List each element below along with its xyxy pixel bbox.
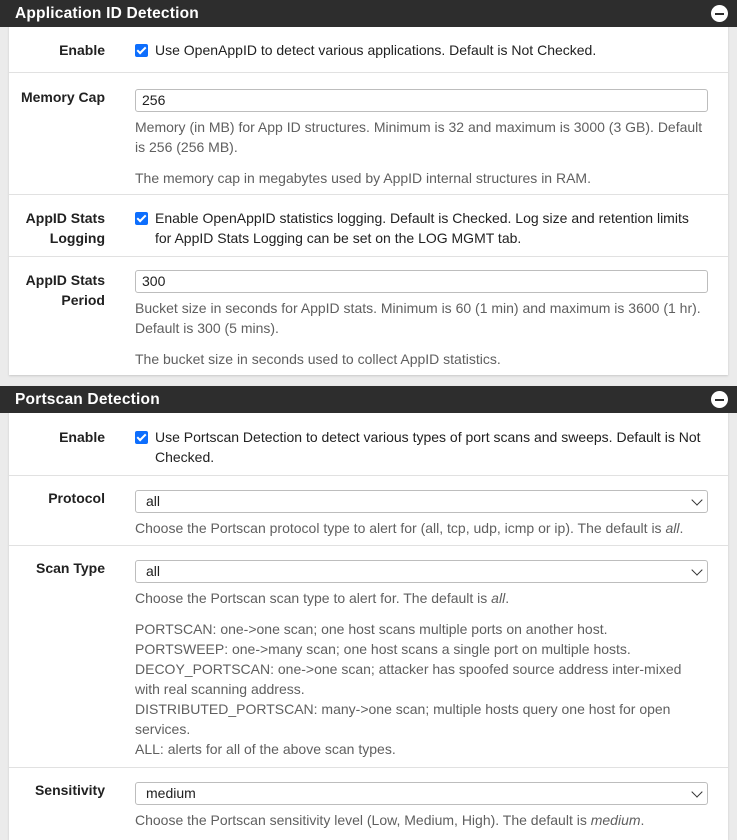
protocol-select[interactable]: all — [135, 490, 708, 513]
stats-logging-checkbox[interactable] — [135, 212, 148, 225]
portscan-panel-heading — [0, 386, 737, 413]
memory-cap-row — [9, 73, 728, 195]
scan-type-desc: ALL: alerts for all of the above scan types. — [135, 741, 396, 757]
appid-enable-row — [9, 27, 728, 73]
protocol-row — [9, 476, 728, 546]
collapse-icon[interactable] — [711, 391, 728, 408]
portscan-panel — [9, 386, 728, 840]
appid-enable-text: Use OpenAppID to detect various applications. Default is Not Checked. — [155, 42, 597, 58]
sensitivity-help: Choose the Portscan sensitivity level (Low, Medium, High). The default is medium. — [135, 812, 645, 828]
portscan-panel-title: Portscan Detection — [15, 390, 160, 408]
scan-type-desc: PORTSCAN: one->one scan; one host scans multiple ports on another host. — [135, 621, 608, 637]
portscan-enable-label: Enable — [59, 429, 105, 445]
stats-logging-label: AppID Stats Logging — [25, 210, 105, 246]
portscan-enable-checkbox[interactable] — [135, 431, 148, 444]
appid-panel-title: Application ID Detection — [15, 4, 199, 22]
stats-period-help: Bucket size in seconds for AppID stats. Minimum is 60 (1 min) and maximum is 3600 (1 hr). Default is 300 (5 mins). The bucket size in seconds used to collect AppID statistics. — [135, 300, 701, 367]
appid-enable-label: Enable — [59, 42, 105, 58]
protocol-label: Protocol — [48, 490, 105, 506]
stats-logging-row — [9, 195, 728, 257]
stats-period-label: AppID Stats Period — [25, 272, 105, 308]
scan-type-label: Scan Type — [36, 560, 105, 576]
stats-logging-text: Enable OpenAppID statistics logging. Default is Checked. Log size and retention limits for AppID Stats Logging can be set on the LOG MGMT tab. — [155, 210, 689, 246]
memory-cap-input[interactable]: 256 — [135, 89, 708, 112]
stats-period-row — [9, 257, 728, 375]
scan-type-row — [9, 546, 728, 768]
sensitivity-select[interactable]: medium — [135, 782, 708, 805]
appid-panel — [9, 0, 728, 375]
stats-period-input[interactable]: 300 — [135, 270, 708, 293]
chevron-down-icon — [691, 786, 702, 797]
memory-cap-label: Memory Cap — [20, 89, 105, 105]
scan-type-desc: DECOY_PORTSCAN: one->one scan; attacker has spoofed source address inter-mixed with real scanning address. — [135, 661, 682, 697]
scan-type-desc: DISTRIBUTED_PORTSCAN: many->one scan; multiple hosts query one host for open services. — [135, 701, 671, 737]
appid-enable-checkbox[interactable] — [135, 44, 148, 57]
scan-type-desc: PORTSWEEP: one->many scan; one host scans a single port on multiple hosts. — [135, 641, 631, 657]
collapse-icon[interactable] — [711, 5, 728, 22]
sensitivity-row — [9, 768, 728, 840]
sensitivity-label: Sensitivity — [34, 782, 105, 798]
portscan-enable-row — [9, 413, 728, 476]
chevron-down-icon — [691, 494, 702, 505]
memory-cap-help: Memory (in MB) for App ID structures. Minimum is 32 and maximum is 3000 (3 GB). Default is 256 (256 MB). The memory cap in megabytes used by AppID internal structures in RAM. — [135, 119, 703, 186]
chevron-down-icon — [691, 564, 702, 575]
appid-panel-heading — [0, 0, 737, 27]
protocol-help: Choose the Portscan protocol type to alert for (all, tcp, udp, icmp or ip). The default is all. — [135, 520, 684, 536]
scan-type-help: Choose the Portscan scan type to alert for. The default is all. PORTSCAN: one->one scan; one host scans multiple ports on another host. PORTSWEEP: one->many scan; one host scans a single port on multiple hosts. DECOY_PORTSCAN: one->one scan; attacker has spoofed source address inter-mixed with real scanning address. DISTRIBUTED_PORTSCAN: many->one scan; multiple hosts query one host for open services. ALL: alerts for all of the above scan types. — [135, 588, 708, 759]
portscan-enable-text: Use Portscan Detection to detect various types of port scans and sweeps. Default is Not Checked. — [155, 429, 701, 465]
scan-type-select[interactable]: all — [135, 560, 708, 583]
